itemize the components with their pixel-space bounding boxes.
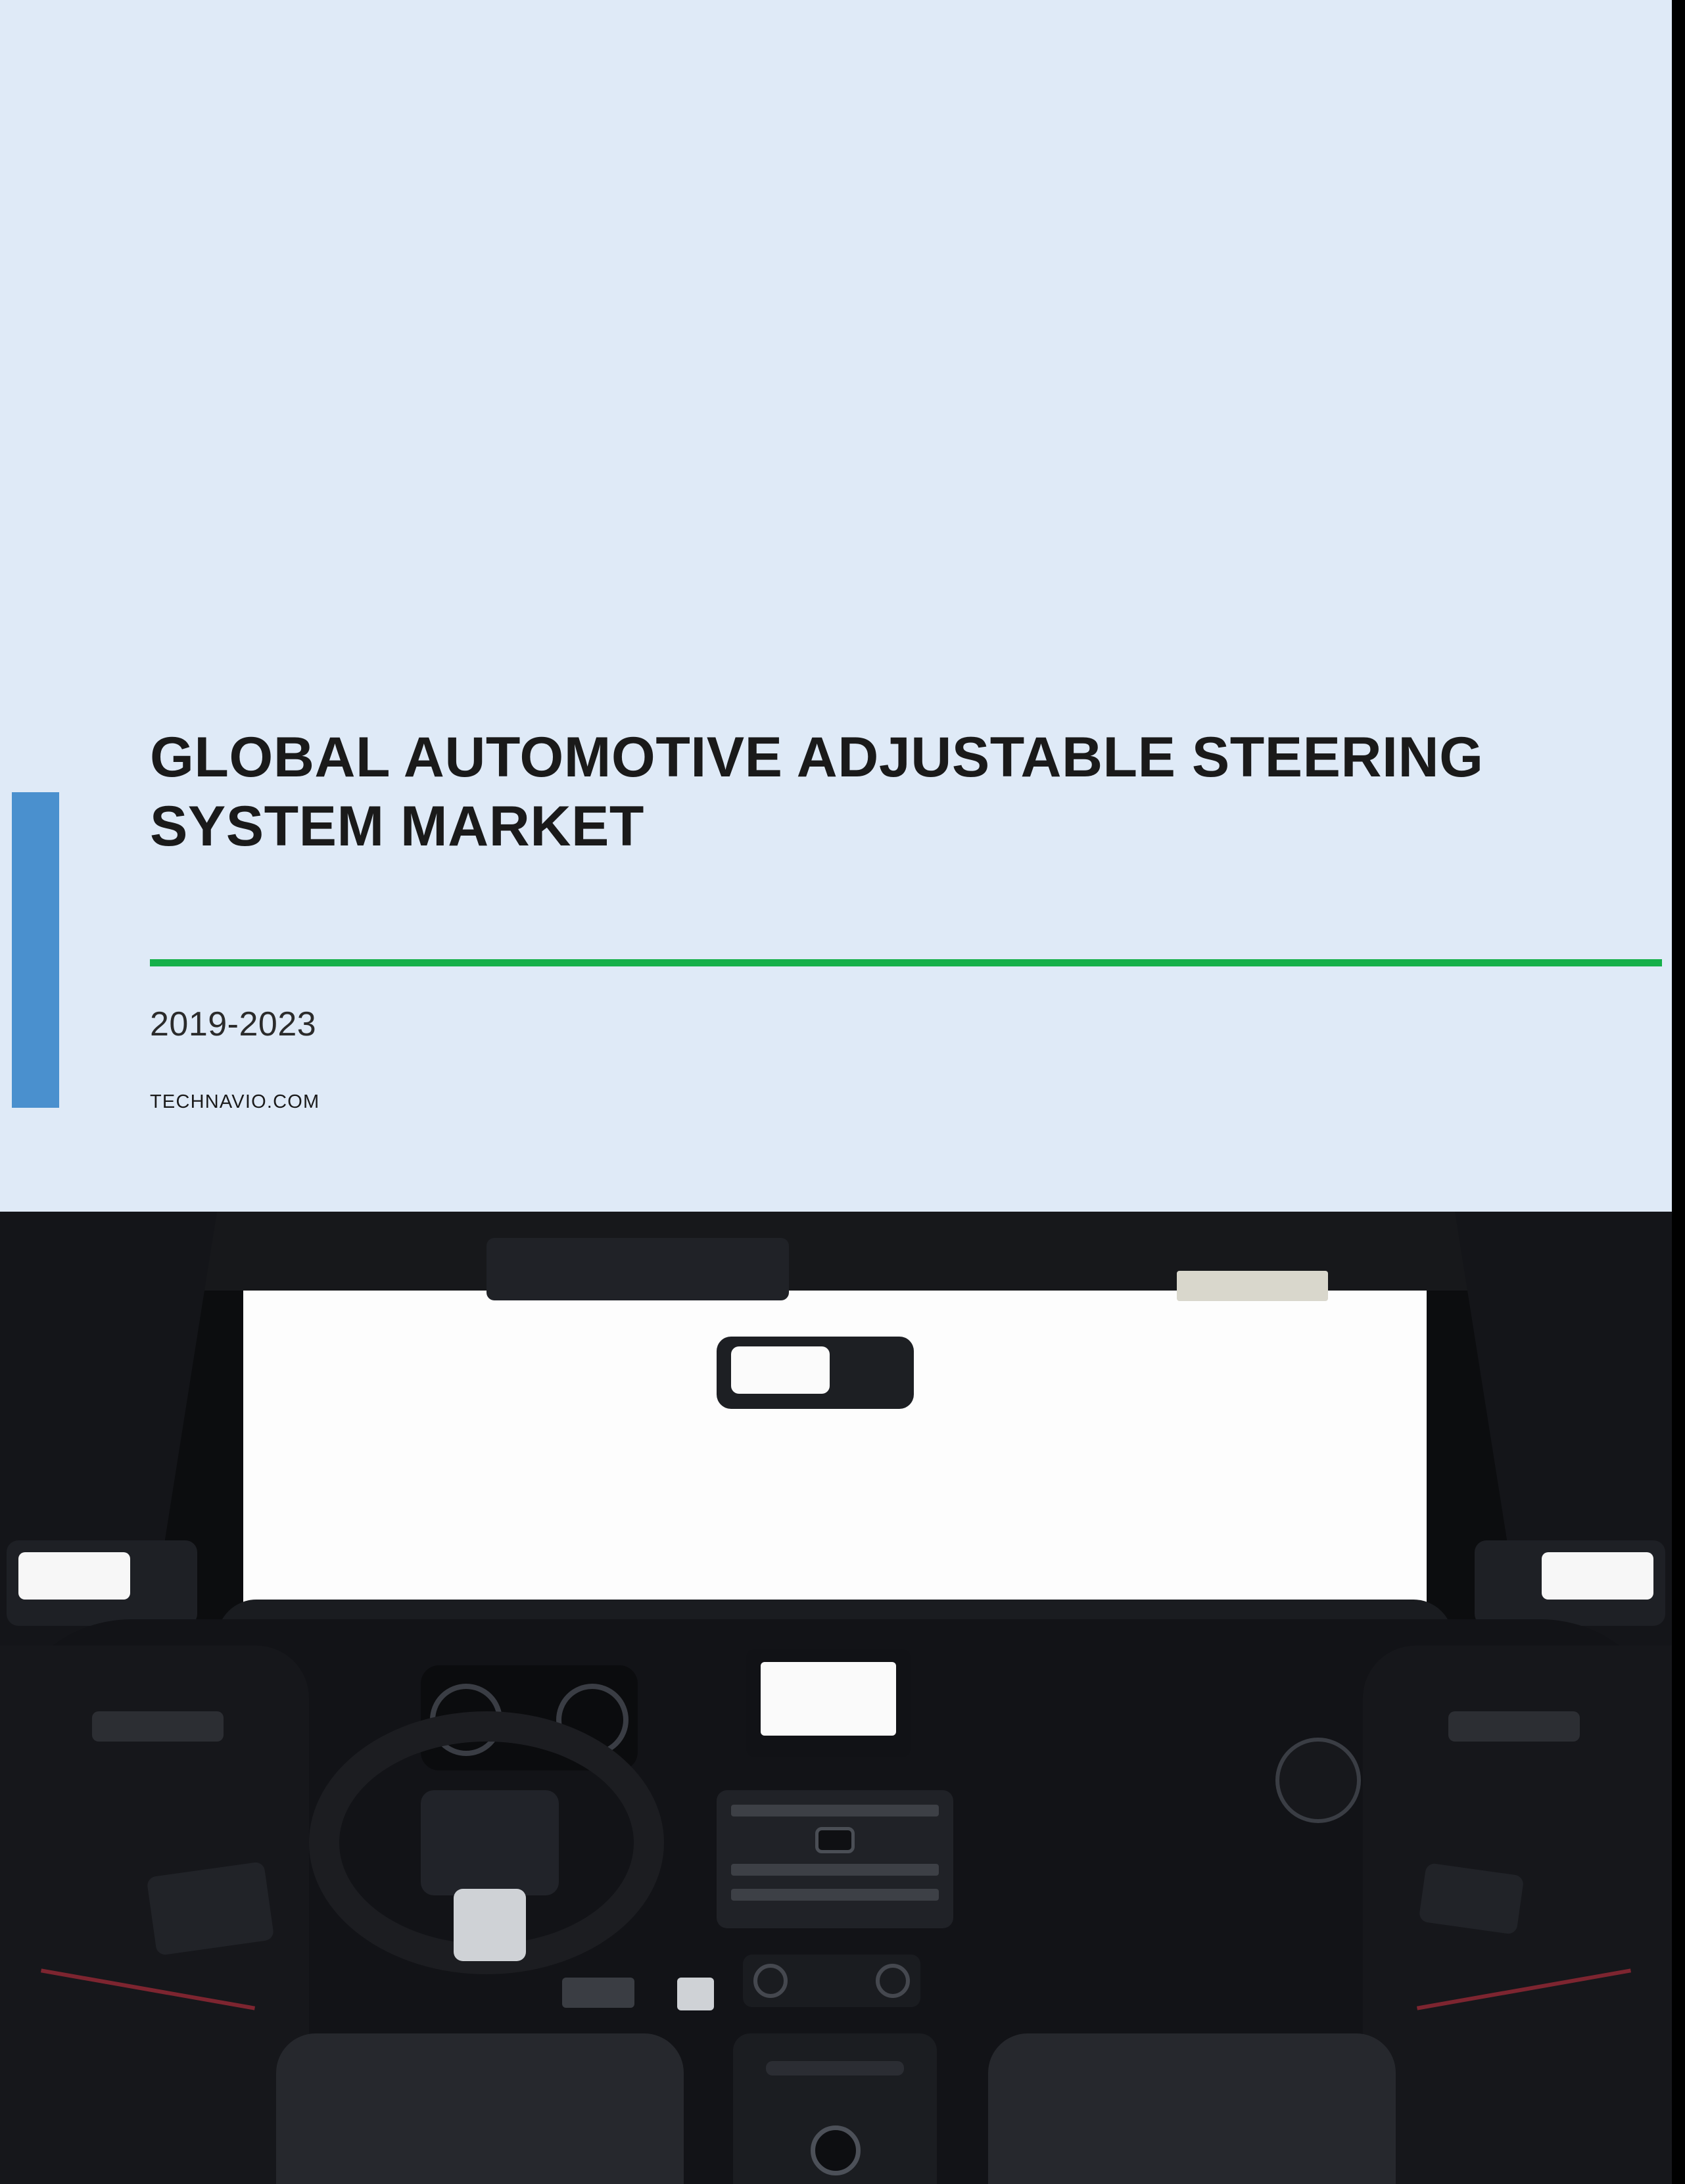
cover-photo — [0, 1212, 1672, 2184]
door-handle-left — [92, 1711, 224, 1742]
window-switch-panel-left — [147, 1861, 275, 1956]
floor-mat-left — [562, 1978, 634, 2008]
side-mirror-left — [7, 1540, 197, 1626]
infotainment-screen — [746, 1649, 911, 1757]
page-title: GLOBAL AUTOMOTIVE ADJUSTABLE STEERING SYSTEM MARKET — [150, 726, 1484, 858]
headliner — [0, 1212, 1672, 1291]
center-stack-controls — [717, 1790, 953, 1928]
brand-label: TECHNAVIO.COM — [150, 1091, 320, 1112]
title-divider — [150, 959, 1662, 966]
door-handle-right — [1448, 1711, 1580, 1742]
steering-wheel-emblem — [454, 1889, 526, 1961]
accent-block — [12, 792, 59, 1108]
windshield-sticker — [1177, 1271, 1328, 1301]
rearview-mirror-glass — [731, 1346, 830, 1394]
page-edge-right — [1672, 0, 1685, 2184]
side-mirror-right — [1475, 1540, 1665, 1626]
air-vent-right — [1275, 1738, 1361, 1823]
report-period: 2019-2023 — [150, 1005, 317, 1043]
front-seat-right — [988, 2033, 1396, 2184]
front-seat-left — [276, 2033, 684, 2184]
overhead-console — [487, 1238, 789, 1300]
pedal-right — [677, 1978, 714, 2010]
steering-wheel-hub — [421, 1790, 559, 1895]
title-wrap — [150, 723, 1662, 861]
center-console-tunnel — [733, 2033, 937, 2184]
climate-controls — [743, 1955, 920, 2007]
